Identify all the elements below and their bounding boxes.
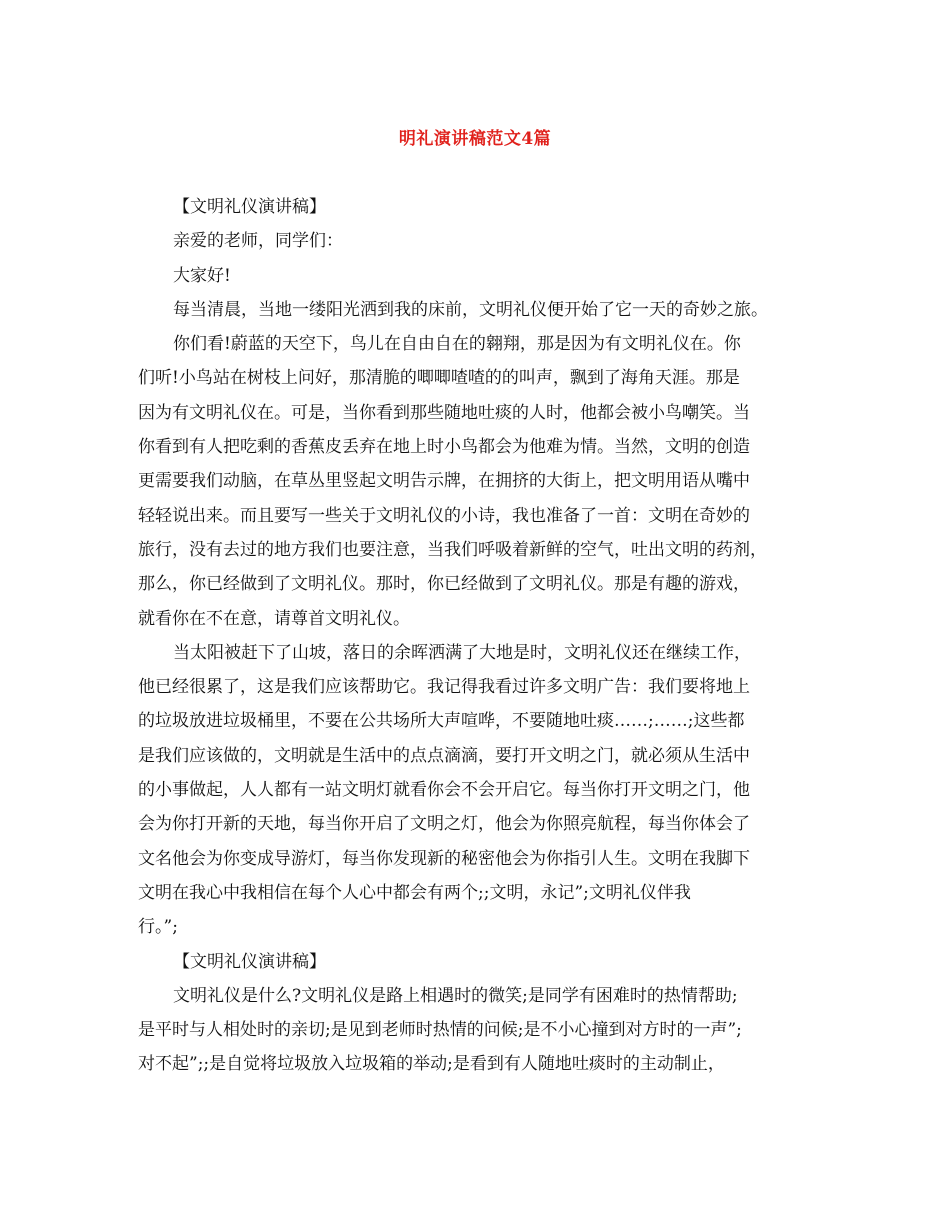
text-line: 亲爱的老师，同学们： bbox=[173, 231, 343, 252]
text-line: 文明在我心中我相信在每个人心中都会有两个;;文明，永记”;文明礼仪伴我 bbox=[138, 882, 691, 903]
text-line: 更需要我们动脑，在草丛里竖起文明告示牌，在拥挤的大街上，把文明用语从嘴中 bbox=[138, 471, 750, 492]
text-line: 文名他会为你变成导游灯，每当你发现新的秘密他会为你指引人生。文明在我脚下 bbox=[138, 848, 750, 869]
text-line: 当太阳被赶下了山坡，落日的余晖洒满了大地是时，文明礼仪还在继续工作， bbox=[173, 642, 751, 663]
text-line: 你们看!蔚蓝的天空下，鸟儿在自由自在的翱翔，那是因为有文明礼仪在。你 bbox=[173, 334, 741, 355]
text-line: 那么，你已经做到了文明礼仪。那时，你已经做到了文明礼仪。那是有趣的游戏， bbox=[138, 574, 750, 595]
text-line: 的垃圾放进垃圾桶里，不要在公共场所大声喧哗，不要随地吐痰……;……;这些都 bbox=[138, 711, 745, 732]
text-line: 【文明礼仪演讲稿】 bbox=[173, 951, 326, 972]
document-title: 明礼演讲稿范文4篇 bbox=[398, 129, 552, 149]
text-line: 他已经很累了，这是我们应该帮助它。我记得我看过许多文明广告：我们要将地上 bbox=[138, 677, 750, 698]
document-body bbox=[138, 190, 814, 1082]
text-line: 因为有文明礼仪在。可是，当你看到那些随地吐痰的人时，他都会被小鸟嘲笑。当 bbox=[138, 402, 750, 423]
text-line: 是我们应该做的，文明就是生活中的点点滴滴，要打开文明之门，就必须从生活中 bbox=[138, 745, 750, 766]
text-line: 是平时与人相处时的亲切;是见到老师时热情的问候;是不小心撞到对方时的一声”; bbox=[138, 1020, 742, 1041]
text-line: 们听!小鸟站在树枝上问好，那清脆的唧唧喳喳的的叫声，飘到了海角天涯。那是 bbox=[138, 368, 740, 389]
text-line: 旅行，没有去过的地方我们也要注意，当我们呼吸着新鲜的空气，吐出文明的药剂， bbox=[138, 539, 767, 560]
text-line: 每当清晨，当地一缕阳光洒到我的床前，文明礼仪便开始了它一天的奇妙之旅。 bbox=[173, 299, 768, 320]
text-line: 你看到有人把吃剩的香蕉皮丢弃在地上时小鸟都会为他难为情。当然，文明的创造 bbox=[138, 437, 750, 458]
text-line: 就看你在不在意，请尊首文明礼仪。 bbox=[138, 608, 410, 629]
text-line: 会为你打开新的天地，每当你开启了文明之灯，他会为你照亮航程，每当你体会了 bbox=[138, 814, 750, 835]
text-line: 的小事做起，人人都有一站文明灯就看你会不会开启它。每当你打开文明之门，他 bbox=[138, 780, 750, 801]
text-line: 【文明礼仪演讲稿】 bbox=[173, 197, 326, 217]
text-line: 大家好! bbox=[173, 265, 231, 286]
text-line: 对不起”;;是自觉将垃圾放入垃圾箱的举动;是看到有人随地吐痰时的主动制止， bbox=[138, 1054, 725, 1075]
text-line: 文明礼仪是什么?文明礼仪是路上相遇时的微笑;是同学有困难时的热情帮助; bbox=[173, 985, 738, 1006]
text-line: 行。”; bbox=[138, 917, 178, 938]
text-line: 轻轻说出来。而且要写一些关于文明礼仪的小诗，我也准备了一首：文明在奇妙的 bbox=[138, 505, 750, 526]
